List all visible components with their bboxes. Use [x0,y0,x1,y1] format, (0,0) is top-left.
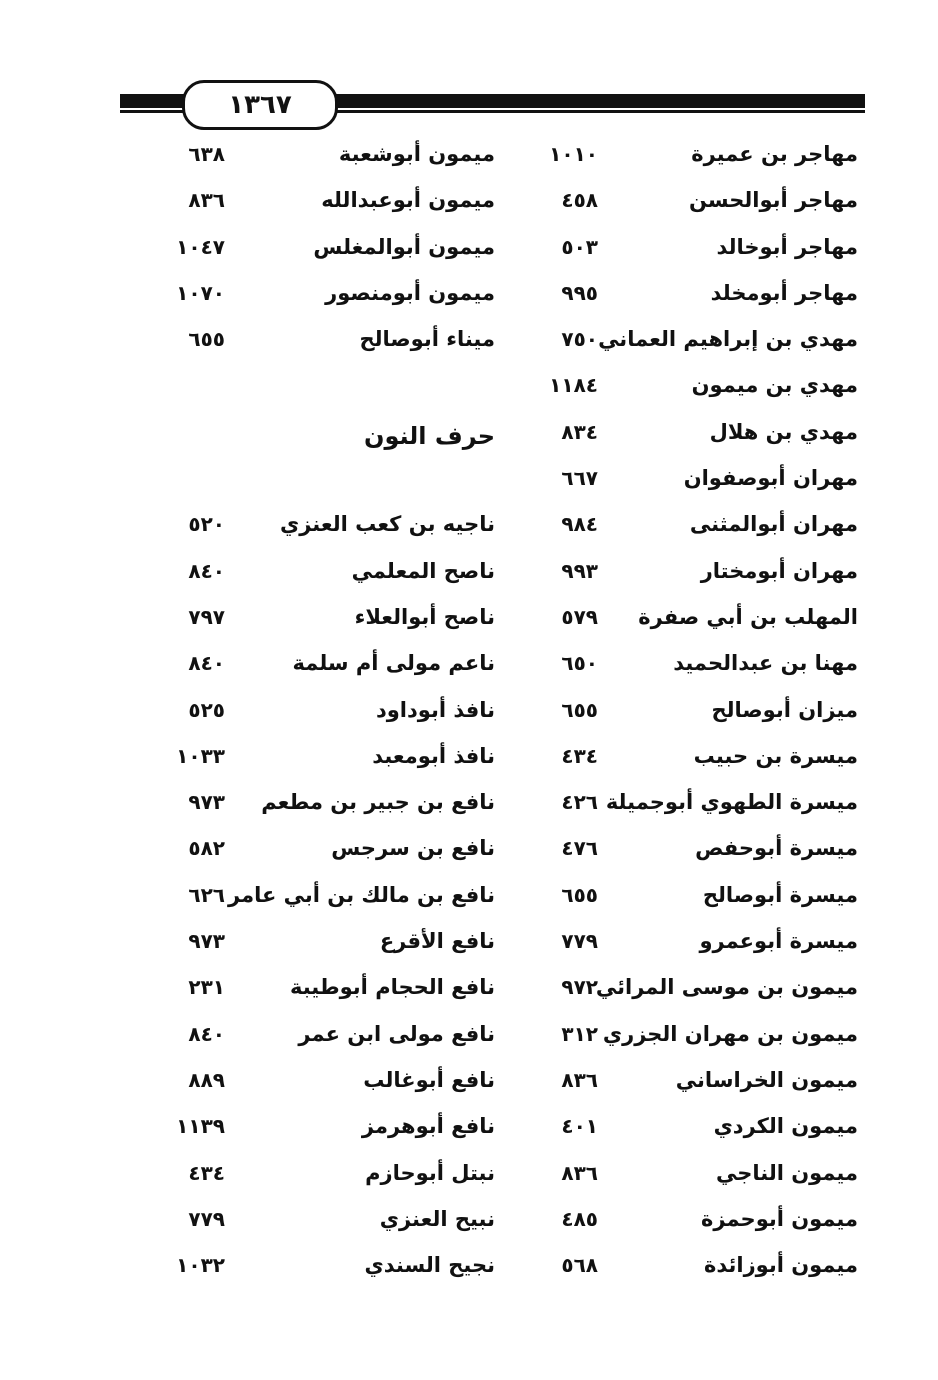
entry-page-number: ٧٥٠ [561,327,598,352]
entry-page-number: ٨٣٦ [188,188,225,213]
entry-page-number: ٥٢٠ [188,512,225,537]
entry-name: ميمون أبوحمزة [701,1206,858,1231]
index-entry [135,923,495,969]
entry-name: ميسرة بن حبيب [693,743,858,768]
entry-name: نافع أبوهرمز [361,1114,495,1139]
index-entry [498,692,858,738]
entry-name: ناجيه بن كعب العنزي [279,512,495,537]
entry-page-number: ٨٨٩ [188,1067,225,1092]
entry-page-number: ٧٧٩ [561,929,598,954]
index-entry [498,506,858,552]
section-heading: حرف النون [363,421,495,450]
entry-name: نافع بن مالك بن أبي عامر [228,882,495,907]
entry-name: نجيح السندي [364,1253,495,1278]
index-entry [498,460,858,506]
entry-name: مهران أبومختار [700,558,858,583]
index-entry [498,599,858,645]
entry-page-number: ١٠١٠ [549,142,598,166]
entry-page-number: ٤٠١ [561,1114,598,1139]
entry-name: ميسرة أبوعمرو [699,929,858,954]
index-entry [498,1201,858,1247]
entry-page-number: ١٠٤٧ [176,234,225,259]
page-header [120,80,865,128]
entry-name: مهاجر أبوخالد [716,234,858,259]
index-entry [135,1247,495,1293]
index-entry [135,229,495,275]
entry-name: مهران أبوالمثنى [689,512,858,537]
entry-name: ميمون بن موسى المرائي [595,975,858,1000]
entry-page-number: ١٠٧٠ [176,280,225,305]
entry-page-number: ٥٧٩ [561,604,598,629]
index-entry [498,1016,858,1062]
index-column-left [135,136,495,1293]
entry-name: ميمون الكردي [713,1114,858,1139]
entry-page-number: ٩٧٣ [188,929,225,954]
entry-page-number: ٦٥٥ [561,882,598,907]
index-entry [498,738,858,784]
entry-name: مهاجر أبومخلد [710,280,858,305]
entry-page-number: ٩٨٤ [561,512,598,537]
entry-name: نافع مولى ابن عمر [298,1021,495,1046]
entry-name: مهدي بن إبراهيم العماني [598,327,858,352]
entry-name: ميمون الخراساني [675,1067,858,1092]
entry-page-number: ٤٣٤ [561,743,598,768]
index-entry [498,136,858,182]
entry-name: مهران أبوصفوان [683,466,858,491]
index-entry [135,738,495,784]
entry-page-number: ٦٦٧ [561,466,598,491]
index-entry [135,1201,495,1247]
index-entry [135,1155,495,1201]
entry-page-number: ٦٥٥ [561,697,598,722]
entry-name: ميزان أبوصالح [711,697,858,722]
entry-name: مهدي بن هلال [709,419,858,444]
entry-page-number: ٩٧٣ [188,790,225,815]
entry-page-number: ٢٣١ [188,975,225,1000]
entry-page-number: ٨٣٦ [561,1067,598,1092]
entry-name: ميناء أبوصالح [359,327,495,352]
page-number: ١٣٦٧ [182,80,338,130]
entry-page-number: ٥٢٥ [188,697,225,722]
index-entry [135,506,495,552]
entry-name: نافع الحجام أبوطيبة [289,975,495,1000]
entry-name: نبتل أبوحازم [365,1160,495,1185]
index-entry [498,877,858,923]
index-entry [498,553,858,599]
index-entry [135,553,495,599]
entry-name: نافذ أبوداود [375,697,495,722]
section-heading-row [135,414,495,460]
entry-page-number: ٥٦٨ [561,1253,598,1278]
entry-page-number: ٦٣٨ [188,142,225,166]
entry-page-number: ٥٠٣ [561,234,598,259]
entry-page-number: ٥٨٢ [188,836,225,861]
spacer [135,460,495,506]
entry-name: ميسرة أبوحفص [695,836,858,861]
index-entry [498,229,858,275]
entry-name: نافذ أبومعبد [372,743,495,768]
index-entry [135,275,495,321]
spacer [135,367,495,413]
entry-page-number: ٤٨٥ [561,1206,598,1231]
index-entry [498,1108,858,1154]
entry-page-number: ٦٥٥ [188,327,225,352]
index-entry [498,830,858,876]
index-entry [135,1016,495,1062]
entry-name: نبيح العنزي [379,1206,495,1231]
entry-page-number: ١١٣٩ [176,1114,225,1139]
index-entry [498,923,858,969]
entry-name: ناصح أبوالعلاء [354,604,495,629]
entry-page-number: ٩٩٥ [561,280,598,305]
index-entry [498,1062,858,1108]
index-entry [135,877,495,923]
entry-name: نافع الأقرع [379,929,495,954]
entry-name: ميمون الناجي [716,1160,858,1185]
index-entry [135,599,495,645]
entry-name: ميمون بن مهران الجزري [602,1021,858,1046]
index-entry [498,275,858,321]
entry-page-number: ٩٩٣ [561,558,598,583]
entry-page-number: ١٠٣٣ [176,743,225,768]
entry-page-number: ٤٢٦ [561,790,598,815]
entry-page-number: ٦٥٠ [561,651,598,676]
index-entry [498,969,858,1015]
entry-name: ناصح المعلمي [351,558,495,583]
index-entry [135,321,495,367]
entry-page-number: ٩٧٢ [561,975,598,1000]
entry-page-number: ٧٧٩ [188,1206,225,1231]
index-entry [498,182,858,228]
entry-page-number: ٧٩٧ [188,604,225,629]
index-entry [135,969,495,1015]
index-entry [135,182,495,228]
index-entry [135,1108,495,1154]
entry-name: مهاجر بن عميرة [691,142,858,166]
index-entry [135,784,495,830]
index-entry [498,784,858,830]
entry-page-number: ٤٧٦ [561,836,598,861]
entry-name: نافع أبوغالب [363,1067,495,1092]
index-entry [135,645,495,691]
index-entry [498,321,858,367]
entry-page-number: ١١٨٤ [549,373,598,398]
entry-name: مهدي بن ميمون [691,373,858,398]
entry-name: ميمون أبومنصور [325,280,495,305]
entry-page-number: ١٠٣٢ [176,1253,225,1278]
entry-page-number: ٣١٢ [561,1021,598,1046]
entry-page-number: ٨٤٠ [188,651,225,676]
index-entry [498,1247,858,1293]
entry-name: ميسرة أبوصالح [702,882,858,907]
index-entry [498,367,858,413]
index-entry [498,1155,858,1201]
index-entry [135,1062,495,1108]
index-entry [135,136,495,182]
entry-name: ميمون أبوشعبة [338,142,495,166]
entry-name: نافع بن جبير بن مطعم [261,790,495,815]
index-column-right [498,136,858,1293]
entry-name: ميمون أبوعبدالله [321,188,495,213]
entry-page-number: ٦٢٦ [188,882,225,907]
entry-name: ميسرة الطهوي أبوجميلة [605,790,858,815]
entry-name: نافع بن سرجس [331,836,495,861]
entry-name: مهاجر أبوالحسن [689,188,858,213]
index-entry [135,692,495,738]
entry-page-number: ٨٣٤ [561,419,598,444]
entry-name: مهنا بن عبدالحميد [673,651,858,676]
entry-name: ميمون أبوالمغلس [313,234,495,259]
entry-page-number: ٨٤٠ [188,558,225,583]
index-entry [135,830,495,876]
entry-page-number: ٤٥٨ [561,188,598,213]
entry-page-number: ٨٤٠ [188,1021,225,1046]
index-entry [498,414,858,460]
entry-name: المهلب بن أبي صفرة [638,604,858,629]
entry-name: ناعم مولى أم سلمة [292,651,495,676]
entry-page-number: ٨٣٦ [561,1160,598,1185]
index-entry [498,645,858,691]
entry-page-number: ٤٣٤ [188,1160,225,1185]
entry-name: ميمون أبوزائدة [703,1253,858,1278]
